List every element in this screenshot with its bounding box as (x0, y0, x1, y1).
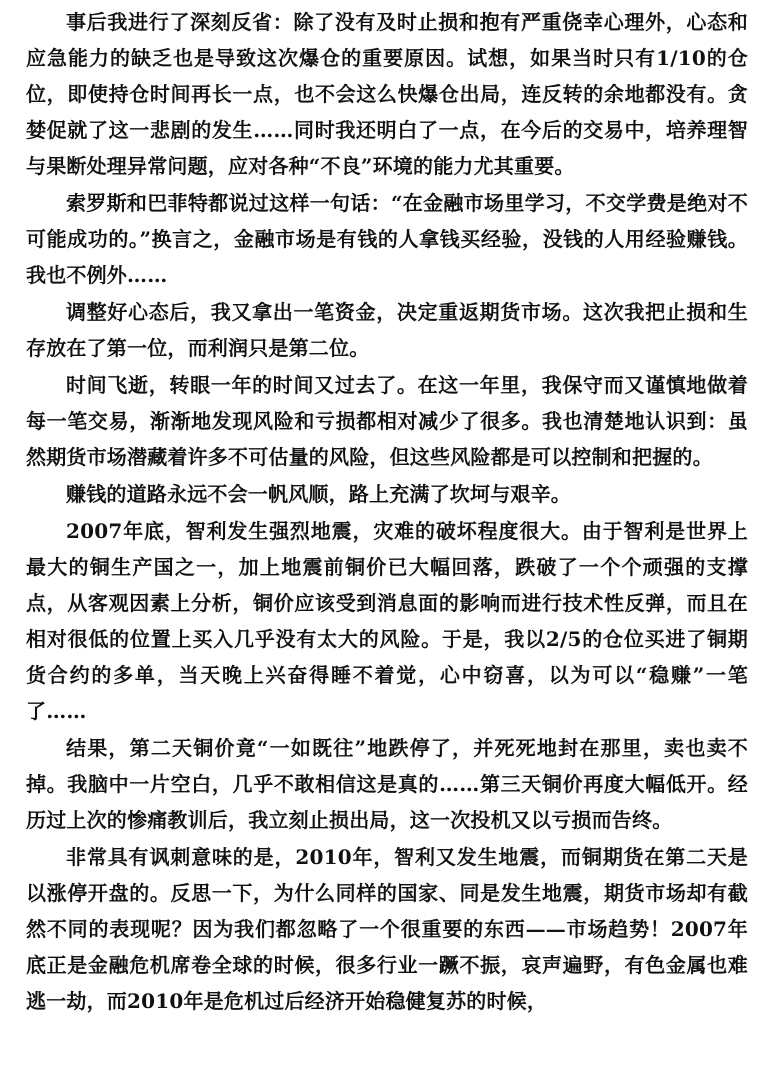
paragraph-road-to-profit: 赚钱的道路永远不会一帆风顺，路上充满了坎坷与艰辛。 (66, 482, 571, 506)
paragraph-one-year-later: 时间飞逝，转眼一年的时间又过去了。在这一年里，我保守而又谨慎地做着每一笔交易，渐渐地发现风险和亏损都相对减少了很多。我也清楚地认识到：虽然期货市场潜藏着许多不可估量的风险，但这些风险都是可以控制和把握的。 (26, 373, 748, 469)
paragraph-return-to-futures: 调整好心态后，我又拿出一笔资金，决定重返期货市场。这次我把止损和生存放在了第一位，而利润只是第二位。 (26, 300, 748, 360)
paragraph-reflection: 事后我进行了深刻反省：除了没有及时止损和抱有严重侥幸心理外，心态和应急能力的缺乏也是导致这次爆仓的重要原因。试想，如果当时只有1/10的仓位，即使持仓时间再长一点，也不会这么快爆仓出局，连反转的余地都没有。贪婪促就了这一悲剧的发生……同时我还明白了一点，在今后的交易中，培养理智与果断处理异常问题，应对各种“不良”环境的能力尤其重要。 (26, 10, 748, 178)
paragraph-copper-limit-down: 结果，第二天铜价竟“一如既往”地跌停了，并死死地封在那里，卖也卖不掉。我脑中一片空白，几乎不敢相信这是真的……第三天铜价再度大幅低开。经历过上次的惨痛教训后，我立刻止损出局，这一次投机又以亏损而告终。 (26, 736, 748, 832)
paragraph-chile-earthquake-2007: 2007年底，智利发生强烈地震，灾难的破坏程度很大。由于智利是世界上最大的铜生产国之一，加上地震前铜价已大幅回落，跌破了一个个顽强的支撑点，从客观因素上分析，铜价应该受到消息面的影响而进行技术性反弹，而且在相对很低的位置上买入几乎没有太大的风险。于是，我以2/5的仓位买进了铜期货合约的多单，当天晚上兴奋得睡不着觉，心中窃喜，以为可以“稳赚”一笔了…… (26, 519, 748, 723)
paragraph-soros-buffett-quote: 索罗斯和巴菲特都说过这样一句话：“在金融市场里学习，不交学费是绝对不可能成功的。”换言之，金融市场是有钱的人拿钱买经验，没钱的人用经验赚钱。我也不例外…… (26, 191, 748, 287)
paragraph-market-trend-2010: 非常具有讽刺意味的是，2010年，智利又发生地震，而铜期货在第二天是以涨停开盘的。反思一下，为什么同样的国家、同是发生地震，期货市场却有截然不同的表现呢？因为我们都忽略了一个很重要的东西——市场趋势！2007年底正是金融危机席卷全球的时候，很多行业一蹶不振，哀声遍野，有色金属也难逃一劫，而2010年是危机过后经济开始稳健复苏的时候， (26, 845, 748, 1013)
document-page (26, 4, 748, 1019)
